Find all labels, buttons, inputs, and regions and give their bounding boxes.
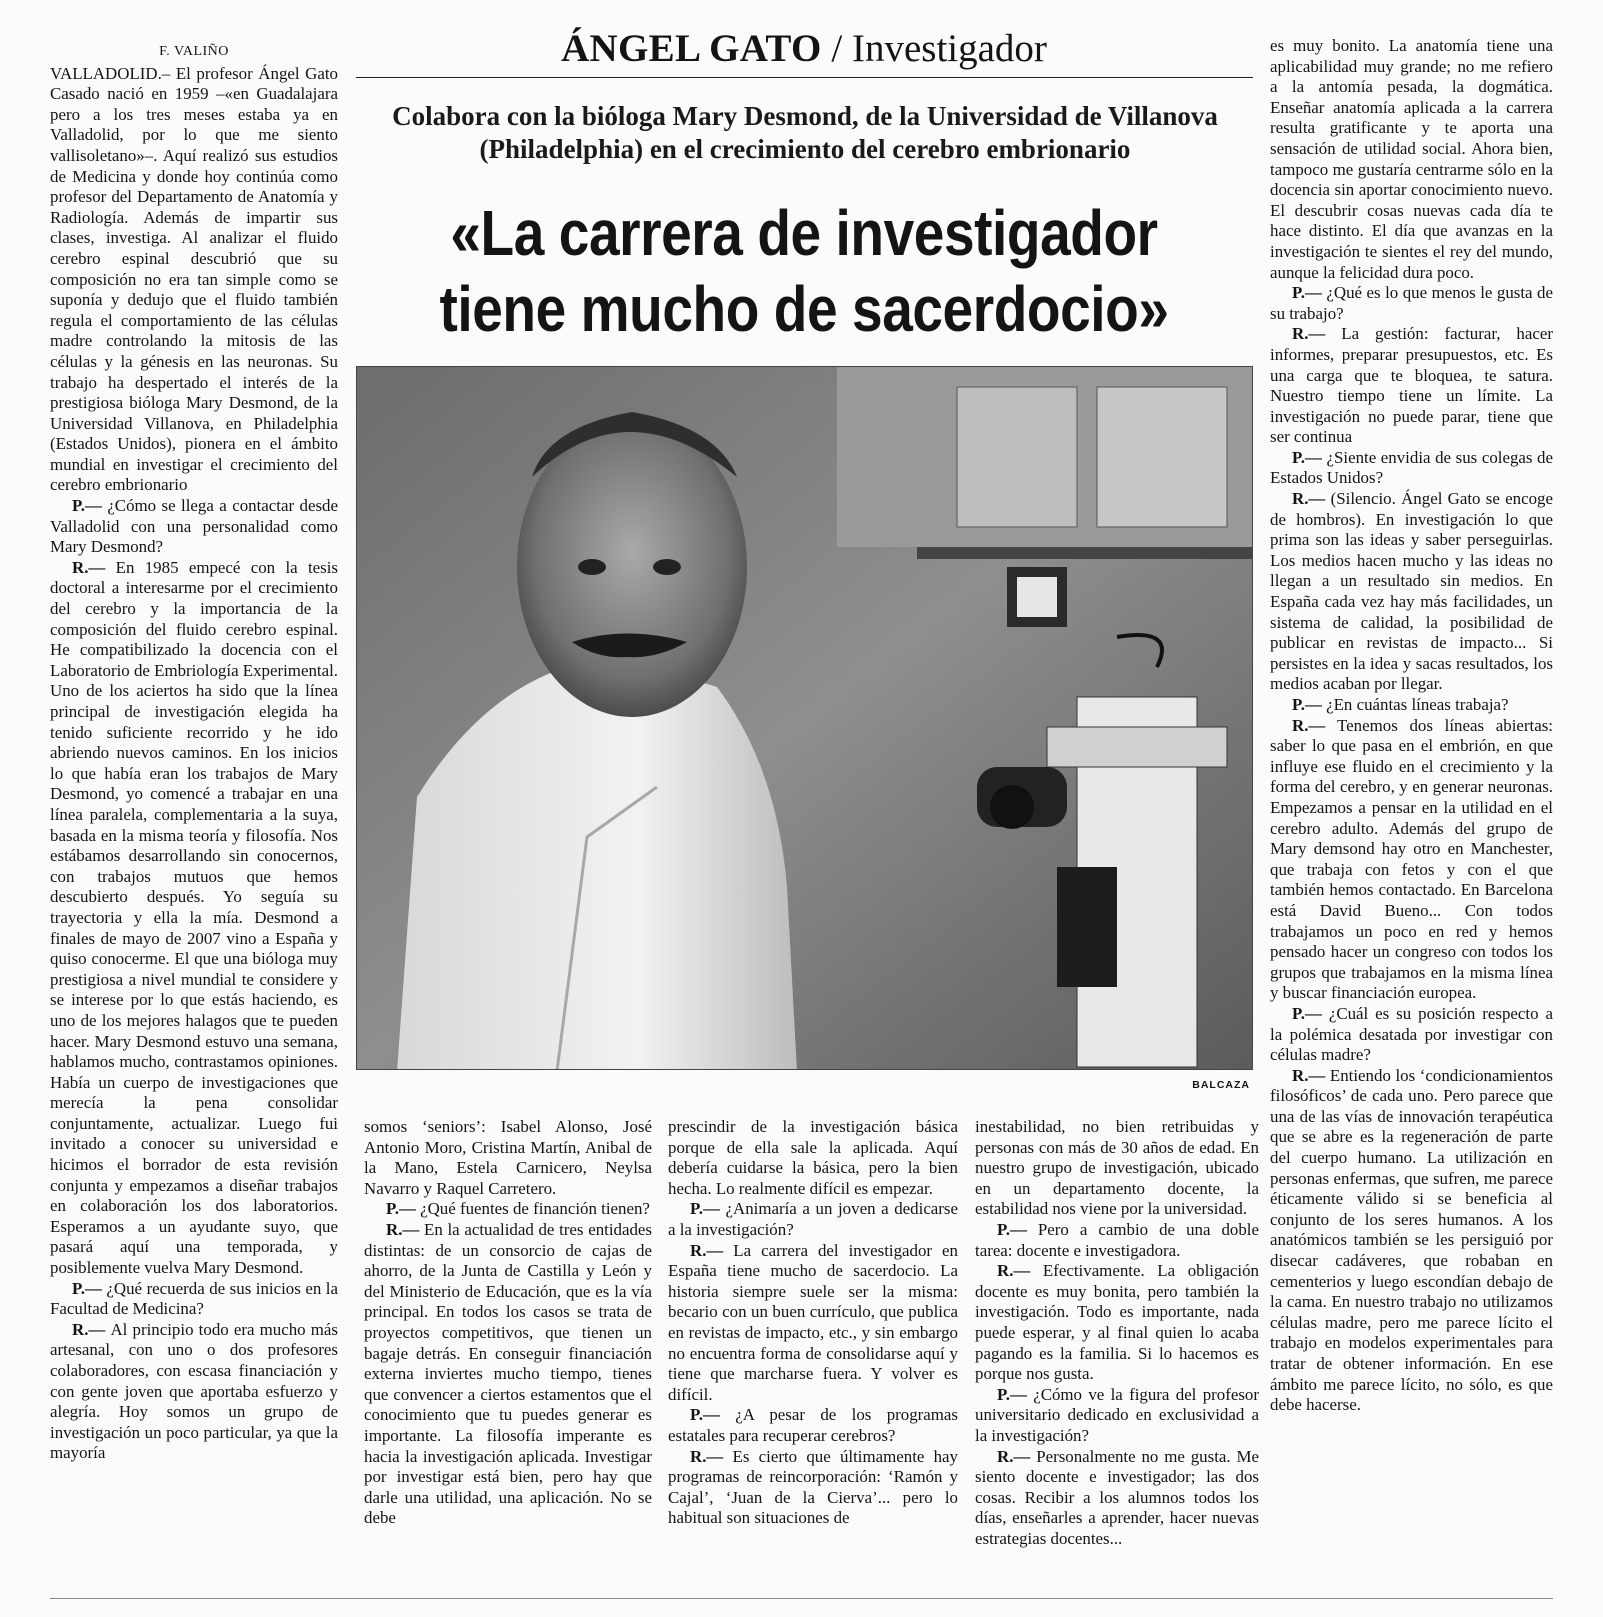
paragraph-text: ¿Cómo se llega a contactar desde Valladolid con una personalidad como Mary Desmond? <box>50 496 338 557</box>
speaker-label: R.— <box>386 1219 425 1239</box>
subheadline: Colabora con la bióloga Mary Desmond, de la Universidad de Villanova (Philadelphia) en el crecimiento del cerebro embrionario <box>392 101 1218 164</box>
speaker-label: P.— <box>1292 1003 1329 1023</box>
paragraph <box>50 64 338 496</box>
paragraph-text: En 1985 empecé con la tesis doctoral a interesarme por el crecimiento del cerebro y la importancia de la composición del fluido cerebro espinal. He compatibilizado la docencia con el Laboratorio de Embriología Experimental. Uno de los aciertos ha sido que la línea principal de investigación elegida ha tenido suficiente recorrido y he ido abriendo nuevos caminos. En los inicios lo que había eran los trabajos de Mary Desmond, yo comencé a trabajar en una línea paralela, complementaria a la suya, basada en la misma teoría y filosofía. Nos estábamos desarrollando sin conocernos, con trabajos mutuos que hemos descubierto después. Yo seguía su trayectoria y ella la mía. Desmond a finales de mayo de 2007 vino a España y quiso conocerme. El que una bióloga muy prestigiosa a nivel mundial te considere y se interese por lo que estás haciendo, es uno de los mejores halagos que te pueden hacer. Mary Desmond estuvo una semana, hablamos mucho, contrastamos opiniones. Había un cuerpo de investigaciones que merecía la pena consolidar conjuntamente, actualizar. Luego fui invitado a conocer su universidad e hicimos el borrador de esta revisión conjunta y empezamos a diseñar trabajos en colaboración los dos laboratorios. Esperamos a un ayudante suyo, que pasará aquí una temporada, y posiblemente vuelva Mary Desmond. <box>50 557 338 1278</box>
paragraph-text: ¿Cuál es su posición respecto a la polémica desatada por investigar con células madre? <box>1270 1003 1553 1065</box>
byline: F. VALIÑO <box>159 44 229 59</box>
speaker-label: P.— <box>386 1199 421 1219</box>
paragraph-text: Es cierto que últimamente hay programas de reincorporación: ‘Ramón y Cajal’, ‘Juan de la Cierva’... pero lo habitual son situaciones de <box>668 1446 958 1528</box>
portrait-photo <box>356 366 1253 1070</box>
speaker-label: P.— <box>1292 283 1327 303</box>
speaker-label: R.— <box>690 1446 733 1466</box>
paragraph <box>364 1117 652 1199</box>
paragraph <box>1270 448 1553 489</box>
paragraph <box>1270 695 1553 716</box>
paragraph <box>364 1220 652 1529</box>
paragraph <box>1270 1004 1553 1066</box>
paragraph-text: VALLADOLID.– El profesor Ángel Gato Casado nació en 1959 –«en Guadalajara pero a los tres meses estaba ya en Valladolid, por lo que me siento vallisoletano»–. Aquí realizó sus estudios de Medicina y donde hoy continúa como profesor del Departamento de Anatomía y Radiología. Además de impartir sus clases, investiga. Al analizar el fluido cerebro espinal descubrió que su composición no era tan simple como se suponía y dedujo que el fluido también regula el comportamiento de las células madre controlando la mitosis de las células y la génesis en las neuronas. Su trabajo ha despertado el interés de la prestigiosa bióloga Mary Desmond, de la Universidad Villanova, en Philadelphia (Estados Unidos), pionera en el ámbito mundial en investigar el crecimiento del cerebro embrionario <box>50 63 338 495</box>
paragraph-text: somos ‘seniors’: Isabel Alonso, José Antonio Moro, Cristina Martín, Anibal de la Mano, Estela Carnicero, Neylsa Navarro y Raquel Carretero. <box>364 1117 652 1198</box>
paragraph <box>1270 36 1553 283</box>
speaker-label: R.— <box>997 1446 1037 1466</box>
paragraph-text: (Silencio. Ángel Gato se encoge de hombros). En investigación lo que prima son las ideas y saber perseguirlas. Los medios hacen mucho y las ideas no llegan a un resultado sin medios. En España cada vez hay más facilidades, un sistema de calidad, la posibilidad de publicar en revistas de impacto... Si persistes en la idea y sacas resultados, los medios acaban por llegar. <box>1270 489 1553 694</box>
interviewee-role: Investigador <box>851 27 1047 70</box>
paragraph <box>668 1241 958 1406</box>
paragraph-text: ¿Siente envidia de sus colegas de Estados Unidos? <box>1270 447 1553 488</box>
main-headline <box>419 195 1190 347</box>
speaker-label: P.— <box>72 1278 107 1298</box>
article-column-4 <box>668 1117 958 1597</box>
paragraph <box>975 1385 1259 1447</box>
paragraph <box>668 1405 958 1446</box>
header-rule <box>356 77 1253 78</box>
speaker-label: P.— <box>1292 447 1327 467</box>
speaker-label: R.— <box>72 1319 111 1339</box>
paragraph-text: es muy bonito. La anatomía tiene una aplicabilidad muy grande; no me refiero a la antomía pesada, la dogmática. Enseñar anatomía aplicada a la carrera resulta gratificante y te aporta una sensación de utilidad social. Ahora bien, tampoco me gustaría centrarme sólo en la docencia sin aportar conocimiento nuevo. El descubrir cosas nuevas cada día te hace distinto. El día que avanzas en la investigación te sientes el rey del mundo, aunque la felicidad dura poco. <box>1270 36 1553 282</box>
paragraph <box>668 1447 958 1529</box>
paragraph <box>975 1447 1259 1550</box>
paragraph-text: Al principio todo era mucho más artesanal, con uno o dos profesores colaboradores, con escasa financiación y con gente joven que aportaba esfuerzo y alegría. Hoy somos un grupo de investigación un poco particular, ya que la mayoría <box>50 1319 338 1463</box>
paragraph-text: ¿En cuántas líneas trabaja? <box>1326 695 1509 714</box>
paragraph-text: inestabilidad, no bien retribuidas y personas con más de 30 años de edad. En nuestro grupo de investigación, ubicado en un departamento docente, la estabilidad nos viene por la universidad. <box>975 1117 1259 1219</box>
paragraph <box>975 1220 1259 1261</box>
speaker-label: R.— <box>1292 715 1338 735</box>
article-column-3 <box>364 1117 652 1597</box>
paragraph-text: ¿Qué es lo que menos le gusta de su trabajo? <box>1270 283 1553 323</box>
paragraph-text: En la actualidad de tres entidades distintas: de un consorcio de cajas de ahorro, de la Junta de Castilla y León y del Ministerio de Educación, que es la vía principal. En todos los casos se trata de proyectos competitivos, que tienen un bagaje detrás. En conseguir financiación externa inviertes mucho tiempo, tienes que convencer a ciertos estamentos que el conocimiento que tu puedes generar es importante. La filosofía imperante es hacia la investigación aplicada. Investigar por investigar está bien, pero hay que darle una utilidad, una aplicación. No se debe <box>364 1219 652 1528</box>
interviewee-name: ÁNGEL GATO <box>561 27 822 70</box>
paragraph <box>50 558 338 1279</box>
paragraph <box>1270 489 1553 695</box>
speaker-label: P.— <box>1292 695 1327 714</box>
headline-line-1: «La carrera de investigador <box>450 197 1158 269</box>
speaker-label: R.— <box>690 1240 734 1260</box>
paragraph-text: Efectivamente. La obligación docente es muy bonita, pero también la investigación. Todo es importante, nada puede esperar, y al final quien lo acaba pagando es la familia. Si lo hacemos es porque nos gusta. <box>975 1261 1259 1384</box>
paragraph <box>1270 324 1553 448</box>
speaker-label: R.— <box>1292 489 1331 509</box>
article-column-6 <box>1270 36 1553 1596</box>
speaker-label: P.— <box>72 496 108 516</box>
paragraph-text: prescindir de la investigación básica porque de ella sale la aplicada. Aquí debería cuidarse la básica, pero la bien hecha. Lo realmente difícil es empezar. <box>668 1117 958 1198</box>
paragraph-text: ¿Qué fuentes de financión tienen? <box>420 1199 650 1219</box>
speaker-label: R.— <box>1292 324 1342 344</box>
speaker-label: P.— <box>997 1384 1034 1404</box>
paragraph <box>50 1320 338 1464</box>
paragraph-text: ¿A pesar de los programas estatales para recuperar cerebros? <box>668 1405 958 1445</box>
article-column-5 <box>975 1117 1259 1597</box>
paragraph-text: Entiendo los ‘condicionamientos filosóficos’ de cada uno. Pero parece que una de las vías de innovación terapéutica que se abre es la regeneración de parte del cuerpo humano. La utilización en personas enfermas, que sufren, me parece éticamente válido si se beneficia al conjunto de los seres humanos. A los anatómicos también se les persiguió por disecar cadáveres, que robaban en cementerios y luego escondían debajo de la cama. En nuestro trabajo no utilizamos células madre, pero me parece lícito el trabajo en modelos experimentales para tratar de obtener información. En ese ámbito me parece lícito, no sólo, es que debe hacerse. <box>1270 1065 1553 1415</box>
headline-line-2: tiene mucho de sacerdocio» <box>439 273 1169 345</box>
photo-illustration <box>357 367 1253 1070</box>
article-column-1 <box>50 42 338 1592</box>
paragraph <box>50 1279 338 1320</box>
paragraph <box>975 1117 1259 1220</box>
paragraph <box>50 496 338 558</box>
paragraph <box>1270 716 1553 1004</box>
paragraph-text: ¿Cómo ve la figura del profesor universitario dedicado en exclusividad a la investigación? <box>975 1384 1259 1445</box>
paragraph-text: Pero a cambio de una doble tarea: docente e investigadora. <box>975 1219 1259 1260</box>
paragraph <box>364 1199 652 1220</box>
paragraph <box>975 1261 1259 1385</box>
paragraph-text: ¿Qué recuerda de sus inicios en la Facultad de Medicina? <box>50 1278 338 1319</box>
speaker-label: R.— <box>72 557 116 577</box>
paragraph-text: La carrera del investigador en España tiene mucho de sacerdocio. La historia siempre suele ser la misma: becario con un buen currículo, que publica en revistas de impacto, etc., y sin embargo no encuentra forma de consolidarse aquí y tiene que marcharse fuera. Y volver es difícil. <box>668 1240 958 1404</box>
paragraph <box>1270 1066 1553 1416</box>
speaker-label: P.— <box>997 1219 1038 1239</box>
paragraph <box>668 1199 958 1240</box>
speaker-label: R.— <box>1292 1065 1330 1085</box>
speaker-label: P.— <box>690 1405 736 1425</box>
paragraph-text: La gestión: facturar, hacer informes, preparar presupuestos, etc. Es una carga que te bloquea, te satura. Nuestro tiempo tiene un límite. La investigación no puede parar, tiene que ser continua <box>1270 324 1553 447</box>
paragraph-text: Tenemos dos líneas abiertas: saber lo que pasa en el embrión, en que influye ese fluido en el crecimiento y la forma del cerebro, y en generar neuronas. Empezamos a pensar en la utilidad en el cerebro adulto. Además del grupo de Mary demsond hay otro en Manchester, que trabaja con fetos y con el que también hemos contactado. En Barcelona está David Bueno... Con todos trabajamos un poco en red y hemos pensado hacer un congreso con todos los grupos que trabajamos en la misma línea y buscar financiación europea. <box>1270 715 1553 1003</box>
header-separator: / <box>821 27 852 70</box>
speaker-label: R.— <box>997 1261 1043 1281</box>
paragraph <box>1270 283 1553 324</box>
page-bottom-rule <box>50 1598 1553 1599</box>
speaker-label: P.— <box>690 1199 726 1219</box>
photo-credit: BALCAZA <box>1192 1079 1250 1091</box>
section-header <box>356 26 1252 72</box>
paragraph-text: ¿Animaría a un joven a dedicarse a la investigación? <box>668 1199 958 1239</box>
paragraph-text: Personalmente no me gusta. Me siento docente e investigador; las dos cosas. Recibir a los alumnos todos los días, enseñarles a aprender, hacer nuevas estrategias docentes... <box>975 1446 1259 1548</box>
paragraph <box>668 1117 958 1199</box>
